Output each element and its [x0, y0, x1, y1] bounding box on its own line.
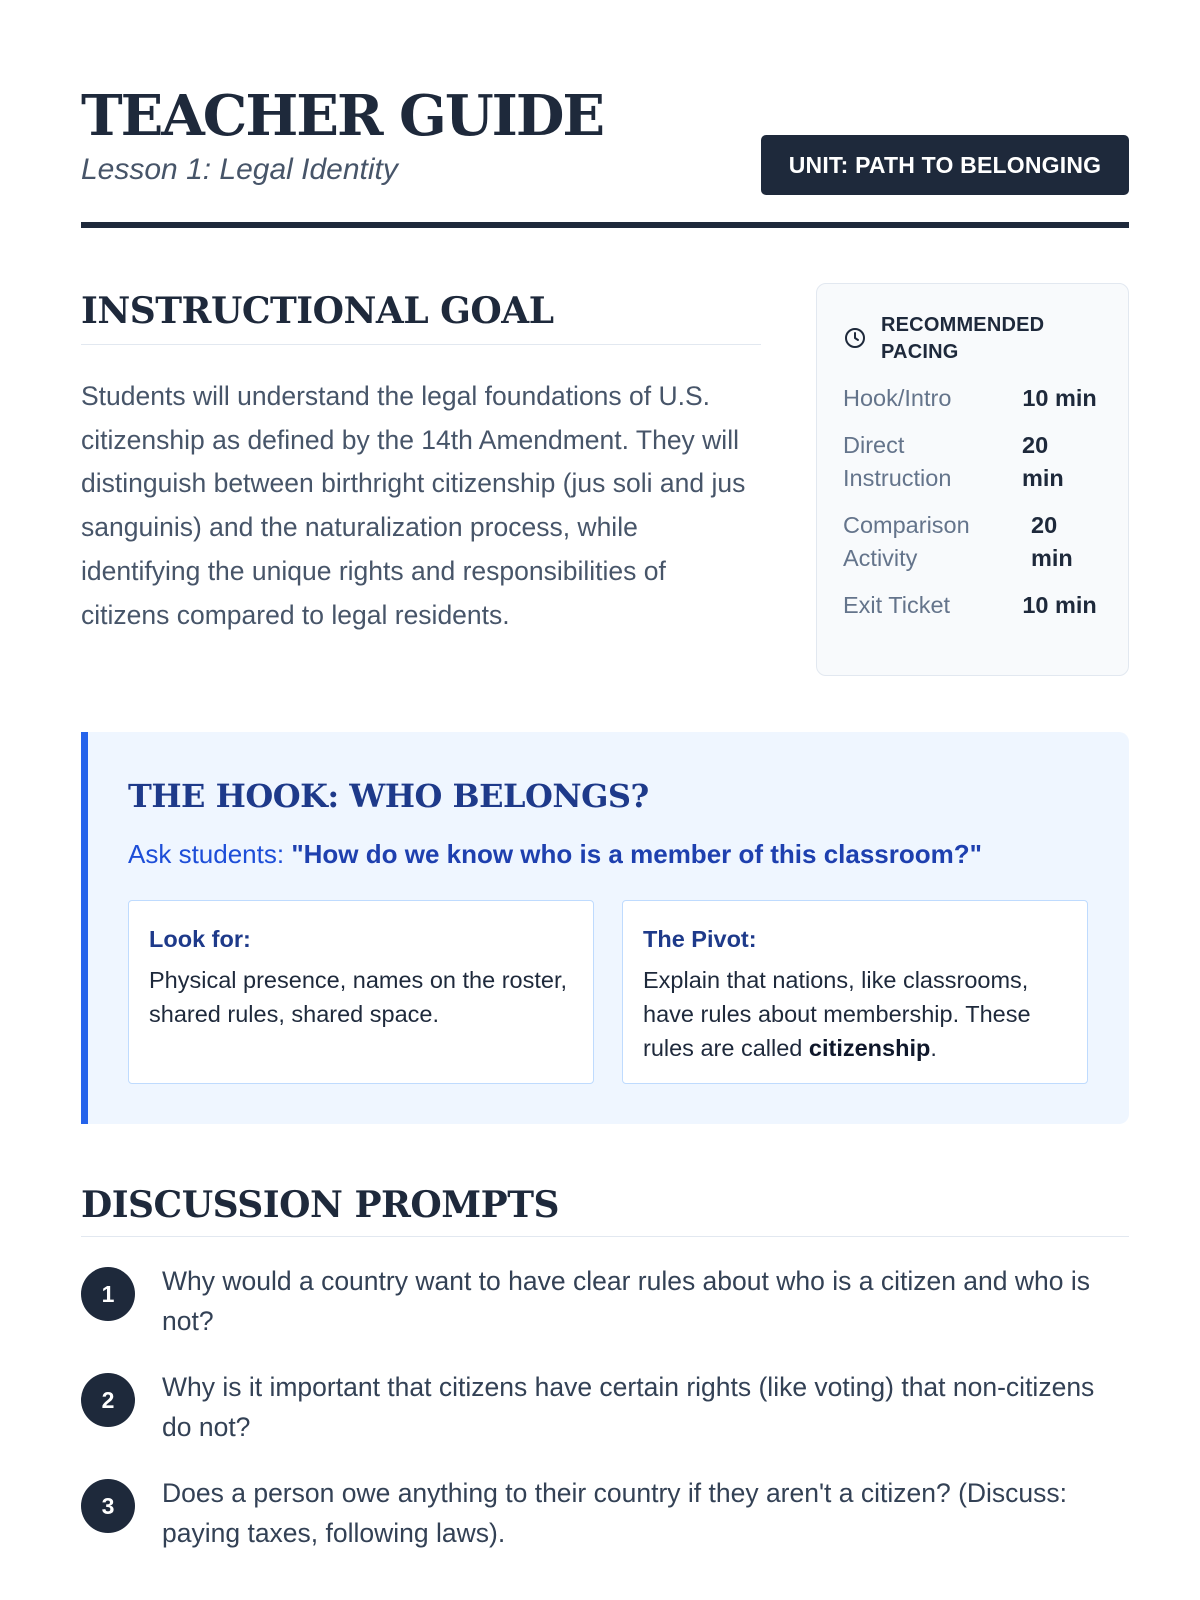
discussion-prompt [81, 1261, 1129, 1341]
pacing-header [843, 312, 1102, 366]
hook-section [81, 732, 1129, 1124]
pacing-row [843, 382, 1102, 415]
page-title: TEACHER GUIDE [81, 83, 604, 149]
pacing-row [843, 509, 1102, 575]
prompt-number-badge: 1 [81, 1267, 135, 1321]
header-divider [81, 222, 1129, 228]
instructional-goal-section [81, 286, 761, 637]
guide-header [81, 84, 1129, 228]
ask-prefix: Ask students: [128, 839, 285, 869]
pacing-label: Comparison Activity [843, 512, 970, 571]
pacing-label: Hook/Intro [843, 385, 952, 411]
ask-question: "How do we know who is a member of this classroom?" [291, 839, 982, 869]
pivot-text [643, 963, 1067, 1065]
prompt-text: Why is it important that citizens have certain rights (like voting) that non-citizens do not? [162, 1372, 1095, 1442]
pacing-list [843, 382, 1102, 622]
pacing-title: RECOMMENDED PACING [881, 314, 1045, 363]
discussion-section [81, 1180, 1129, 1553]
hook-heading: THE HOOK: WHO BELONGS? [128, 777, 649, 815]
prompt-number-badge: 2 [81, 1373, 135, 1427]
pacing-card [816, 283, 1129, 676]
pivot-text-after: . [930, 1035, 937, 1061]
teacher-guide-page [81, 0, 1129, 1600]
prompt-text: Why would a country want to have clear rules about who is a citizen and who is not? [162, 1266, 1090, 1336]
prompt-text: Does a person owe anything to their country if they aren't a citizen? (Discuss: paying taxes, following laws). [162, 1478, 1068, 1548]
prompt-number-badge: 3 [81, 1479, 135, 1533]
hook-question [128, 836, 982, 872]
pacing-time: 20 min [1022, 432, 1064, 491]
pivot-card [622, 900, 1088, 1084]
pacing-time: 10 min [1022, 592, 1097, 618]
clock-icon [843, 326, 867, 350]
lesson-subtitle: Lesson 1: Legal Identity [81, 153, 398, 186]
discussion-heading: DISCUSSION PROMPTS [81, 1180, 1129, 1237]
pacing-row [843, 429, 1102, 495]
pacing-time: 10 min [1022, 385, 1097, 411]
pivot-text-before: Explain that nations, like classrooms, have rules about membership. These rules are called [643, 967, 1031, 1061]
pacing-label: Exit Ticket [843, 592, 951, 618]
look-for-text: Physical presence, names on the roster, shared rules, shared space. [149, 967, 567, 1027]
pacing-label: Direct Instruction [843, 432, 952, 491]
discussion-prompt [81, 1473, 1129, 1553]
pivot-title: The Pivot: [643, 926, 757, 952]
instructional-goal-text: Students will understand the legal foundations of U.S. citizenship as defined by the 14th Amendment. They will distinguish between birthright citizenship (jus soli and jus sanguinis) and the naturalization process, while identifying the unique rights and responsibilities of citizens compared to legal residents. [81, 381, 746, 630]
pacing-time: 20 min [1031, 512, 1073, 571]
instructional-goal-heading: INSTRUCTIONAL GOAL [81, 286, 761, 345]
look-for-card [128, 900, 594, 1084]
pivot-emphasis: citizenship [808, 1035, 931, 1061]
pacing-row [843, 589, 1102, 622]
unit-badge: UNIT: PATH TO BELONGING [761, 135, 1129, 195]
look-for-title: Look for: [149, 926, 251, 952]
discussion-prompt [81, 1367, 1129, 1447]
